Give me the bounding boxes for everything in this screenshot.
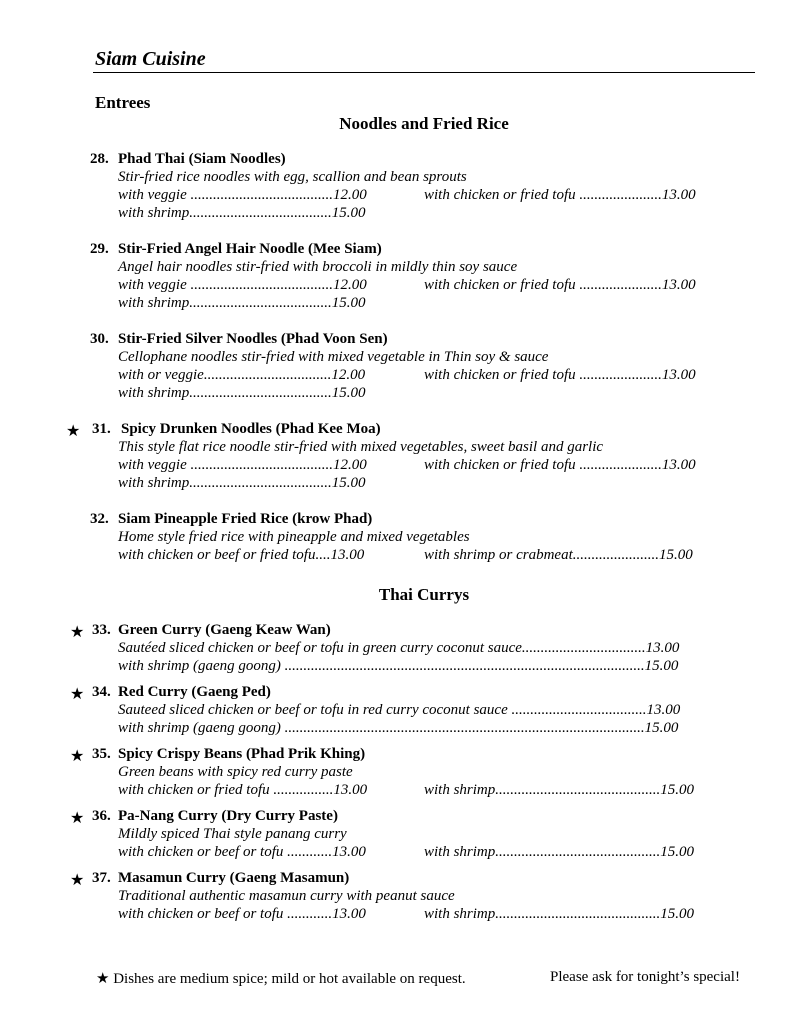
item-option: with shrimp......................................15.00 (118, 385, 366, 401)
item-option: with or veggie..................................12.00 (118, 367, 366, 383)
item-description: Stir-fried rice noodles with egg, scallion and bean sprouts (118, 169, 467, 185)
item-option: with chicken or beef or fried tofu....13.00 (118, 547, 365, 563)
section-label: Entrees (95, 93, 151, 112)
footer-note (96, 969, 466, 988)
footer-note-text: Dishes are medium spice; mild or hot available on request. (113, 971, 466, 987)
item-option: with chicken or fried tofu ................13.00 (118, 782, 368, 798)
spicy-star-icon: ★ (70, 810, 85, 827)
item-option: with shrimp (gaeng goong) ................................................................................................15.00 (118, 658, 679, 674)
item-name: Stir-Fried Angel Hair Noodle (Mee Siam) (118, 241, 382, 257)
item-number: 32. (90, 511, 109, 527)
item-option: with shrimp............................................15.00 (424, 844, 695, 860)
item-name: Pa-Nang Curry (Dry Curry Paste) (118, 808, 338, 824)
item-name: Masamun Curry (Gaeng Masamun) (118, 870, 350, 886)
item-option: with shrimp............................................15.00 (424, 906, 695, 922)
item-option: Sautéed sliced chicken or beef or tofu in green curry coconut sauce.................................13.00 (118, 640, 680, 656)
spicy-star-icon: ★ (70, 686, 85, 703)
spicy-star-icon: ★ (70, 872, 85, 889)
curry-heading: Thai Currys (378, 585, 470, 604)
page-title: Siam Cuisine (95, 48, 206, 70)
item-description: Cellophane noodles stir-fried with mixed vegetable in Thin soy & sauce (118, 349, 549, 365)
item-option: with veggie ......................................12.00 (118, 457, 367, 473)
item-option: with chicken or fried tofu ......................13.00 (424, 457, 696, 473)
item-description: Home style fried rice with pineapple and mixed vegetables (118, 529, 470, 545)
spicy-star-icon: ★ (96, 971, 110, 987)
item-number: 28. (90, 151, 109, 167)
item-description: This style flat rice noodle stir-fried with mixed vegetables, sweet basil and garlic (118, 439, 604, 455)
item-description: Green beans with spicy red curry paste (118, 764, 353, 780)
item-number: 29. (90, 241, 109, 257)
item-option: with veggie ......................................12.00 (118, 277, 367, 293)
spicy-star-icon: ★ (70, 624, 85, 641)
item-option: with shrimp (gaeng goong) ................................................................................................15.00 (118, 720, 679, 736)
item-option: with chicken or fried tofu ......................13.00 (424, 277, 696, 293)
item-name: Spicy Crispy Beans (Phad Prik Khing) (118, 746, 366, 762)
item-option: with shrimp......................................15.00 (118, 205, 366, 221)
item-number: 37. (92, 870, 111, 886)
item-option: with chicken or beef or tofu ............13.00 (118, 906, 366, 922)
item-option: with chicken or fried tofu ......................13.00 (424, 367, 696, 383)
item-option: with shrimp or crabmeat.......................15.00 (424, 547, 693, 563)
noodles-heading: Noodles and Fried Rice (339, 114, 509, 133)
item-name: Red Curry (Gaeng Ped) (118, 684, 271, 700)
item-number: 34. (92, 684, 111, 700)
item-name: Siam Pineapple Fried Rice (krow Phad) (118, 511, 373, 527)
item-option: with chicken or beef or tofu ............13.00 (118, 844, 366, 860)
footer-special: Please ask for tonight’s special! (550, 969, 740, 985)
item-name: Stir-Fried Silver Noodles (Phad Voon Sen) (118, 331, 388, 347)
item-option: with chicken or fried tofu ......................13.00 (424, 187, 696, 203)
spicy-star-icon: ★ (66, 423, 81, 440)
header-rule (93, 72, 755, 73)
item-description: Mildly spiced Thai style panang curry (118, 826, 347, 842)
item-name: Green Curry (Gaeng Keaw Wan) (118, 622, 331, 638)
spicy-star-icon: ★ (70, 748, 85, 765)
item-description: Angel hair noodles stir-fried with broccoli in mildly thin soy sauce (118, 259, 518, 275)
item-number: 35. (92, 746, 111, 762)
item-description: Traditional authentic masamun curry with peanut sauce (118, 888, 455, 904)
item-option: with shrimp............................................15.00 (424, 782, 695, 798)
item-option: with veggie ......................................12.00 (118, 187, 367, 203)
item-name: Spicy Drunken Noodles (Phad Kee Moa) (121, 421, 381, 437)
item-number: 31. (92, 421, 111, 437)
item-number: 36. (92, 808, 111, 824)
item-option: with shrimp......................................15.00 (118, 295, 366, 311)
item-name: Phad Thai (Siam Noodles) (118, 151, 286, 167)
item-number: 33. (92, 622, 111, 638)
item-number: 30. (90, 331, 109, 347)
item-option: Sauteed sliced chicken or beef or tofu in red curry coconut sauce ....................................13.00 (118, 702, 681, 718)
item-option: with shrimp......................................15.00 (118, 475, 366, 491)
